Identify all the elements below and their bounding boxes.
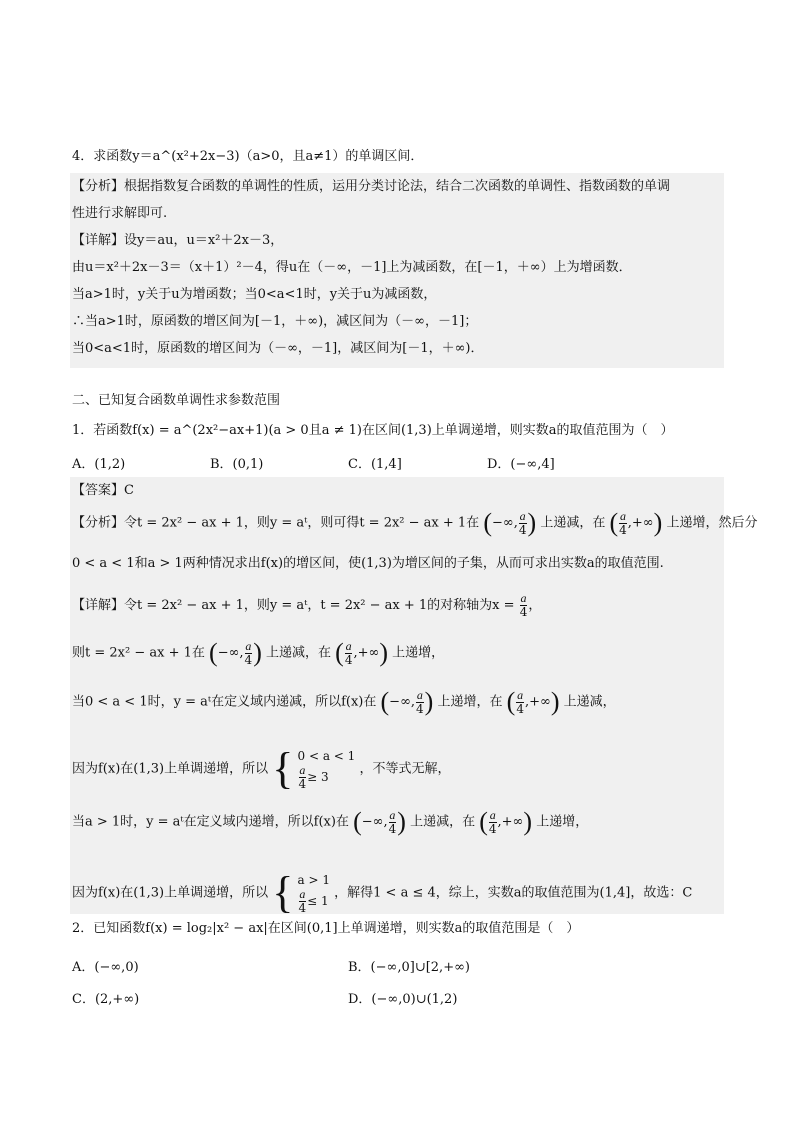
text: 【分析】令t = 2x² − ax + 1，则y = aᵗ，则可得t = 2x² − ax + 1在 bbox=[72, 515, 480, 531]
text: 当0 < a < 1时，y = aᵗ在定义域内递减，所以f(x)在 bbox=[72, 694, 377, 710]
q1-option-d: D．(−∞,4] bbox=[487, 457, 555, 472]
q1-detail-2: 则t = 2x² − ax + 1在 (−∞, $\frac{a}{4}$ ) 上递减，在 ( $\frac{a}{4}$ ,+∞) 上递增， bbox=[72, 638, 445, 667]
q4-detail-4: ∴当a>1时，原函数的增区间为[－1，＋∞)，减区间为（－∞，－1]； bbox=[72, 314, 478, 329]
q1-detail-5: 当a > 1时，y = aᵗ在定义域内递增，所以f(x)在 (−∞, $\frac{a}{4}$ ) 上递减，在 ( $\frac{a}{4}$ ,+∞) 上递增， bbox=[72, 807, 589, 836]
q4-detail-2: 由u＝x²＋2x－3＝（x＋1）²－4，得u在（－∞，－1]上为减函数，在[－1，＋∞）上为增函数． bbox=[72, 260, 632, 275]
a-over-4: $\frac{a}{4}$ bbox=[244, 638, 253, 667]
section-heading: 二、已知复合函数单调性求参数范围 bbox=[72, 393, 281, 408]
q4-analysis-2: 性进行求解即可. bbox=[72, 206, 168, 221]
text: 则t = 2x² − ax + 1在 bbox=[72, 645, 205, 661]
q2-option-a: A．(−∞,0) bbox=[72, 960, 139, 975]
text: 上递减，在 bbox=[410, 814, 476, 830]
text: 当a > 1时，y = aᵗ在定义域内递增，所以f(x)在 bbox=[72, 814, 349, 830]
text: 【详解】令t = 2x² − ax + 1，则y = aᵗ，t = 2x² − ax + 1的对称轴为x = bbox=[72, 598, 515, 613]
inequality-system: a > 1 $\frac{a}{4}$ ≤ 1 bbox=[297, 872, 330, 915]
a-over-4: $\frac{a}{4}$ bbox=[519, 591, 528, 619]
a-over-4: $\frac{a}{4}$ bbox=[516, 687, 524, 716]
text: 上递减，在 bbox=[540, 515, 606, 531]
q1-detail-6 bbox=[72, 868, 692, 918]
q1-option-a: A．(1,2) bbox=[72, 457, 126, 472]
q1-option-c: C．(1,4] bbox=[348, 457, 402, 472]
system-brace: { bbox=[272, 868, 294, 917]
text: 上递减，在 bbox=[266, 645, 332, 661]
a-over-4: $\frac{a}{4}$ bbox=[416, 687, 424, 716]
neg-inf: −∞, bbox=[492, 515, 518, 531]
text: 因为f(x)在(1,3)上单调递增，所以 bbox=[72, 885, 269, 901]
q4-detail-5: 当0<a<1时，原函数的增区间为（－∞，－1]，减区间为[－1，＋∞)． bbox=[72, 341, 484, 356]
q1-analysis-1: 【分析】令t = 2x² − ax + 1，则y = aᵗ，则可得t = 2x² − ax + 1在 (−∞, $\frac{a}{4}$ ) 上递减，在 ( $\frac{a}{4}$ ,+∞) 上递增，然后分 bbox=[72, 508, 758, 537]
text: 因为f(x)在(1,3)上单调递增，所以 bbox=[72, 761, 269, 777]
interval-left: ( bbox=[483, 508, 492, 537]
q4-detail-1: 【详解】设y＝au，u＝x²＋2x－3， bbox=[72, 233, 284, 248]
a-over-4: $\frac{a}{4}$ bbox=[344, 638, 353, 667]
text: 上递增， bbox=[536, 814, 589, 830]
q1-detail-4 bbox=[72, 744, 450, 794]
q2-option-b: B．(−∞,0]∪[2,+∞) bbox=[348, 960, 470, 975]
q4-analysis: 【分析】根据指数复合函数的单调性的性质，运用分类讨论法，结合二次函数的单调性、指数函数的单调 bbox=[72, 179, 671, 194]
q1-stem: 1．若函数f(x) = a^(2x²−ax+1)(a > 0且a ≠ 1)在区间(1,3)上单调递增，则实数a的取值范围为（ ） bbox=[72, 423, 674, 438]
text: 上递增， bbox=[392, 645, 445, 661]
a-over-4: $\frac{a}{4}$ bbox=[488, 807, 497, 836]
q2-stem: 2．已知函数f(x) = log₂|x² − ax|在区间(0,1]上单调递增，则实数a的取值范围是（ ） bbox=[72, 921, 580, 936]
q1-answer: 【答案】C bbox=[72, 483, 134, 498]
a-over-4: $\frac{a}{4}$ bbox=[388, 807, 397, 836]
q4-detail-3: 当a>1时，y关于u为增函数；当0<a<1时，y关于u为减函数， bbox=[72, 287, 437, 302]
q4-title: 4．求函数y＝a^(x²+2x−3)（a>0，且a≠1）的单调区间． bbox=[72, 149, 424, 164]
text: ，不等式无解， bbox=[359, 761, 451, 777]
q1-detail-1: 【详解】令t = 2x² − ax + 1，则y = aᵗ，t = 2x² − ax + 1的对称轴为x = $\frac{a}{4}$ ， bbox=[72, 591, 542, 619]
q1-analysis-2: 0 < a < 1和a > 1两种情况求出f(x)的增区间，使(1,3)为增区间的子集，从而可求出实数a的取值范围. bbox=[72, 556, 664, 571]
q1-option-b: B．(0,1) bbox=[210, 457, 264, 472]
q2-option-d: D．(−∞,0)∪(1,2) bbox=[348, 992, 458, 1007]
q2-option-c: C．(2,+∞) bbox=[72, 992, 140, 1007]
text: 上递增，然后分 bbox=[666, 515, 758, 531]
a-over-4: $\frac{a}{4}$ bbox=[619, 508, 627, 537]
text: ，解得1 < a ≤ 4，综上，实数a的取值范围为(1,4]，故选：C bbox=[334, 885, 693, 901]
text: 上递减， bbox=[563, 694, 616, 710]
text: 上递增，在 bbox=[437, 694, 503, 710]
a-over-4: $\frac{a}{4}$ bbox=[518, 508, 527, 537]
q1-detail-3: 当0 < a < 1时，y = aᵗ在定义域内递减，所以f(x)在 (−∞, $\frac{a}{4}$ ) 上递增，在 ( $\frac{a}{4}$ ,+∞) 上递减， bbox=[72, 687, 616, 716]
system-brace: { bbox=[272, 744, 294, 793]
inequality-system: 0 < a < 1 $\frac{a}{4}$ ≥ 3 bbox=[297, 748, 356, 791]
